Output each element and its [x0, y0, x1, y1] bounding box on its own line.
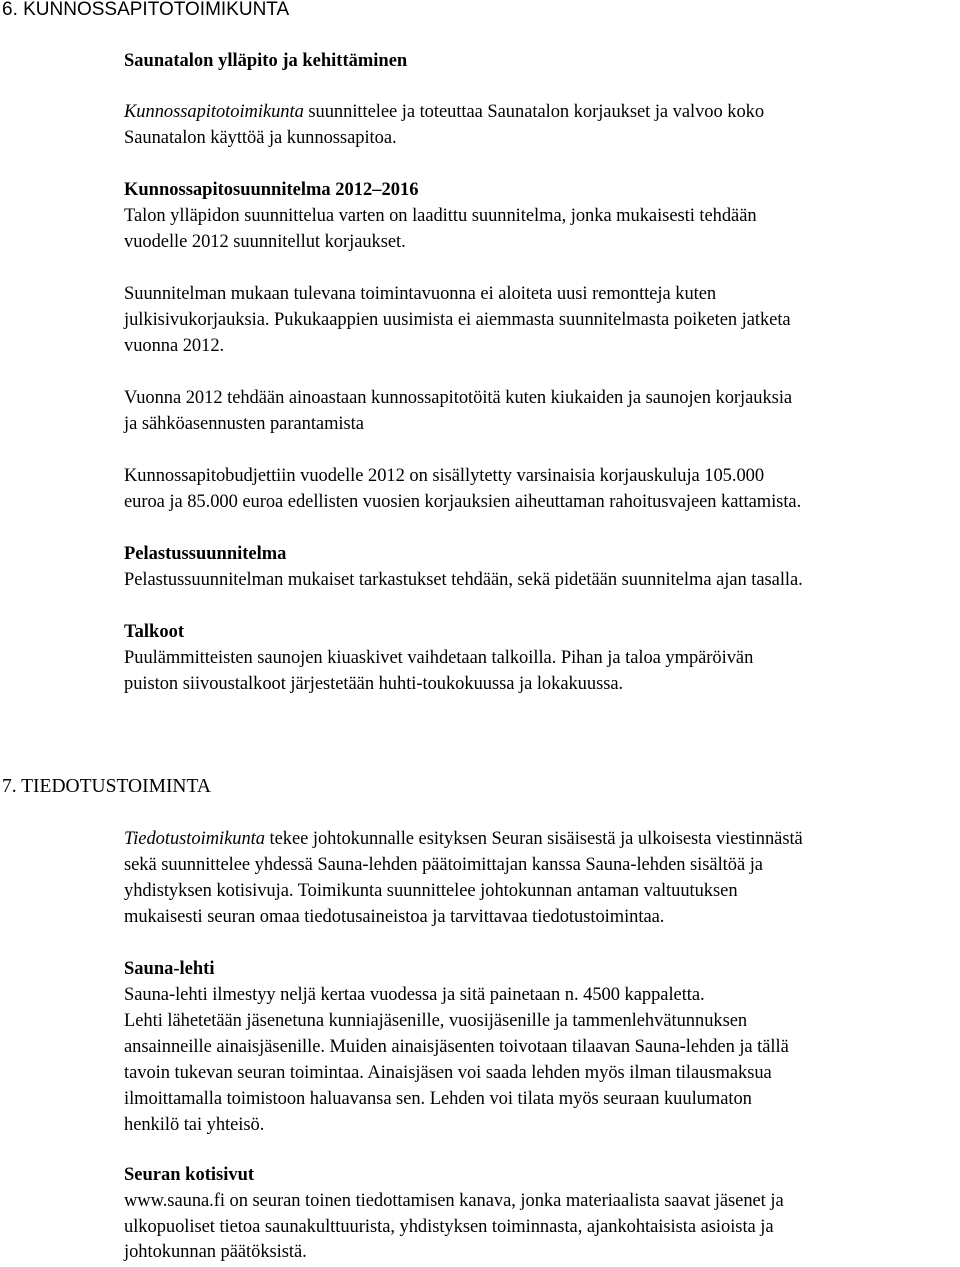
- kotisivut-line-1: www.sauna.fi on seuran toinen tiedottamisen kanava, jonka materiaalista saavat jäsenet ja: [124, 1191, 784, 1211]
- kotisivut-heading: Seuran kotisivut: [124, 1165, 255, 1185]
- plan-heading: Kunnossapitosuunnitelma 2012–2016: [124, 180, 419, 200]
- section-7-intro-line-3: yhdistyksen kotisivuja. Toimikunta suunnittelee johtokunnan antaman valtuutuksen: [124, 881, 738, 901]
- plan-line-2: vuodelle 2012 suunnitellut korjaukset.: [124, 232, 406, 252]
- para2-line-3: vuonna 2012.: [124, 336, 225, 356]
- kotisivut-line-3: johtokunnan päätöksistä.: [124, 1242, 307, 1262]
- committee-name: Kunnossapitotoimikunta: [124, 102, 304, 122]
- para4-line-1: Kunnossapitobudjettiin vuodelle 2012 on sisällytetty varsinaisia korjauskuluja 105.000: [124, 466, 765, 486]
- sauna-lehti-line-4: tavoin tukevan seuran toimintaa. Ainaisjäsen voi saada lehden myös ilman tilausmaksua: [124, 1063, 772, 1083]
- section-7-intro-line-4: mukaisesti seuran omaa tiedotusaineistoa ja tarvittavaa tiedotustoimintaa.: [124, 907, 665, 927]
- talkoot-line-2: puiston siivoustalkoot järjestetään huhti-toukokuussa ja lokakuussa.: [124, 674, 624, 694]
- sauna-lehti-line-5: ilmoittamalla toimistoon haluavansa sen. Lehden voi tilata myös seuraan kuulumaton: [124, 1089, 752, 1109]
- sauna-lehti-heading: Sauna-lehti: [124, 959, 215, 979]
- committee-name: Tiedotustoimikunta: [124, 829, 265, 849]
- section-6-intro-line-2: Saunatalon käyttöä ja kunnossapitoa.: [124, 128, 397, 148]
- para4-line-2: euroa ja 85.000 euroa edellisten vuosien korjauksien aiheuttaman rahoitusvajeen kattamista.: [124, 492, 802, 512]
- para2-line-2: julkisivukorjauksia. Pukukaappien uusimista ei aiemmasta suunnitelmasta poiketen jatketa: [124, 310, 791, 330]
- section-6-subheading: Saunatalon ylläpito ja kehittäminen: [124, 51, 408, 71]
- kotisivut-line-2: ulkopuoliset tietoa saunakulttuurista, yhdistyksen toiminnasta, ajankohtaisista asioista ja: [124, 1217, 774, 1237]
- talkoot-line-1: Puulämmitteisten saunojen kiuaskivet vaihdetaan talkoilla. Pihan ja taloa ympäröivän: [124, 648, 754, 668]
- section-6-heading: 6. KUNNOSSAPITOTOIMIKUNTA: [2, 0, 290, 20]
- section-6-intro-line-1: Kunnossapitotoimikunta suunnittelee ja toteuttaa Saunatalon korjaukset ja valvoo koko: [124, 102, 765, 122]
- rescue-heading: Pelastussuunnitelma: [124, 544, 287, 564]
- section-7-intro-line-2: sekä suunnittelee yhdessä Sauna-lehden päätoimittajan kanssa Sauna-lehden sisältöä ja: [124, 855, 763, 875]
- section-7-intro-line-1: Tiedotustoimikunta tekee johtokunnalle esityksen Seuran sisäisestä ja ulkoisesta viestinnästä: [124, 829, 803, 849]
- section-7-heading: 7. TIEDOTUSTOIMINTA: [2, 776, 211, 797]
- rescue-line: Pelastussuunnitelman mukaiset tarkastukset tehdään, sekä pidetään suunnitelma ajan tasalla.: [124, 570, 803, 590]
- sauna-lehti-line-3: ansainneille ainaisjäsenille. Muiden ainaisjäsenten toivotaan tilaavan Sauna-lehden ja tällä: [124, 1037, 789, 1057]
- sauna-lehti-line-1: Sauna-lehti ilmestyy neljä kertaa vuodessa ja sitä painetaan n. 4500 kappaletta.: [124, 985, 705, 1005]
- para2-line-1: Suunnitelman mukaan tulevana toimintavuonna ei aloiteta uusi remontteja kuten: [124, 284, 717, 304]
- sauna-lehti-line-2: Lehti lähetetään jäsenetuna kunniajäsenille, vuosijäsenille ja tammenlehvätunnuksen: [124, 1011, 748, 1031]
- sauna-lehti-line-6: henkilö tai yhteisö.: [124, 1115, 265, 1135]
- talkoot-heading: Talkoot: [124, 622, 184, 642]
- plan-line-1: Talon ylläpidon suunnittelua varten on laadittu suunnitelma, jonka mukaisesti tehdään: [124, 206, 757, 226]
- para3-line-1: Vuonna 2012 tehdään ainoastaan kunnossapitotöitä kuten kiukaiden ja saunojen korjauksia: [124, 388, 793, 408]
- para3-line-2: ja sähköasennusten parantamista: [124, 414, 364, 434]
